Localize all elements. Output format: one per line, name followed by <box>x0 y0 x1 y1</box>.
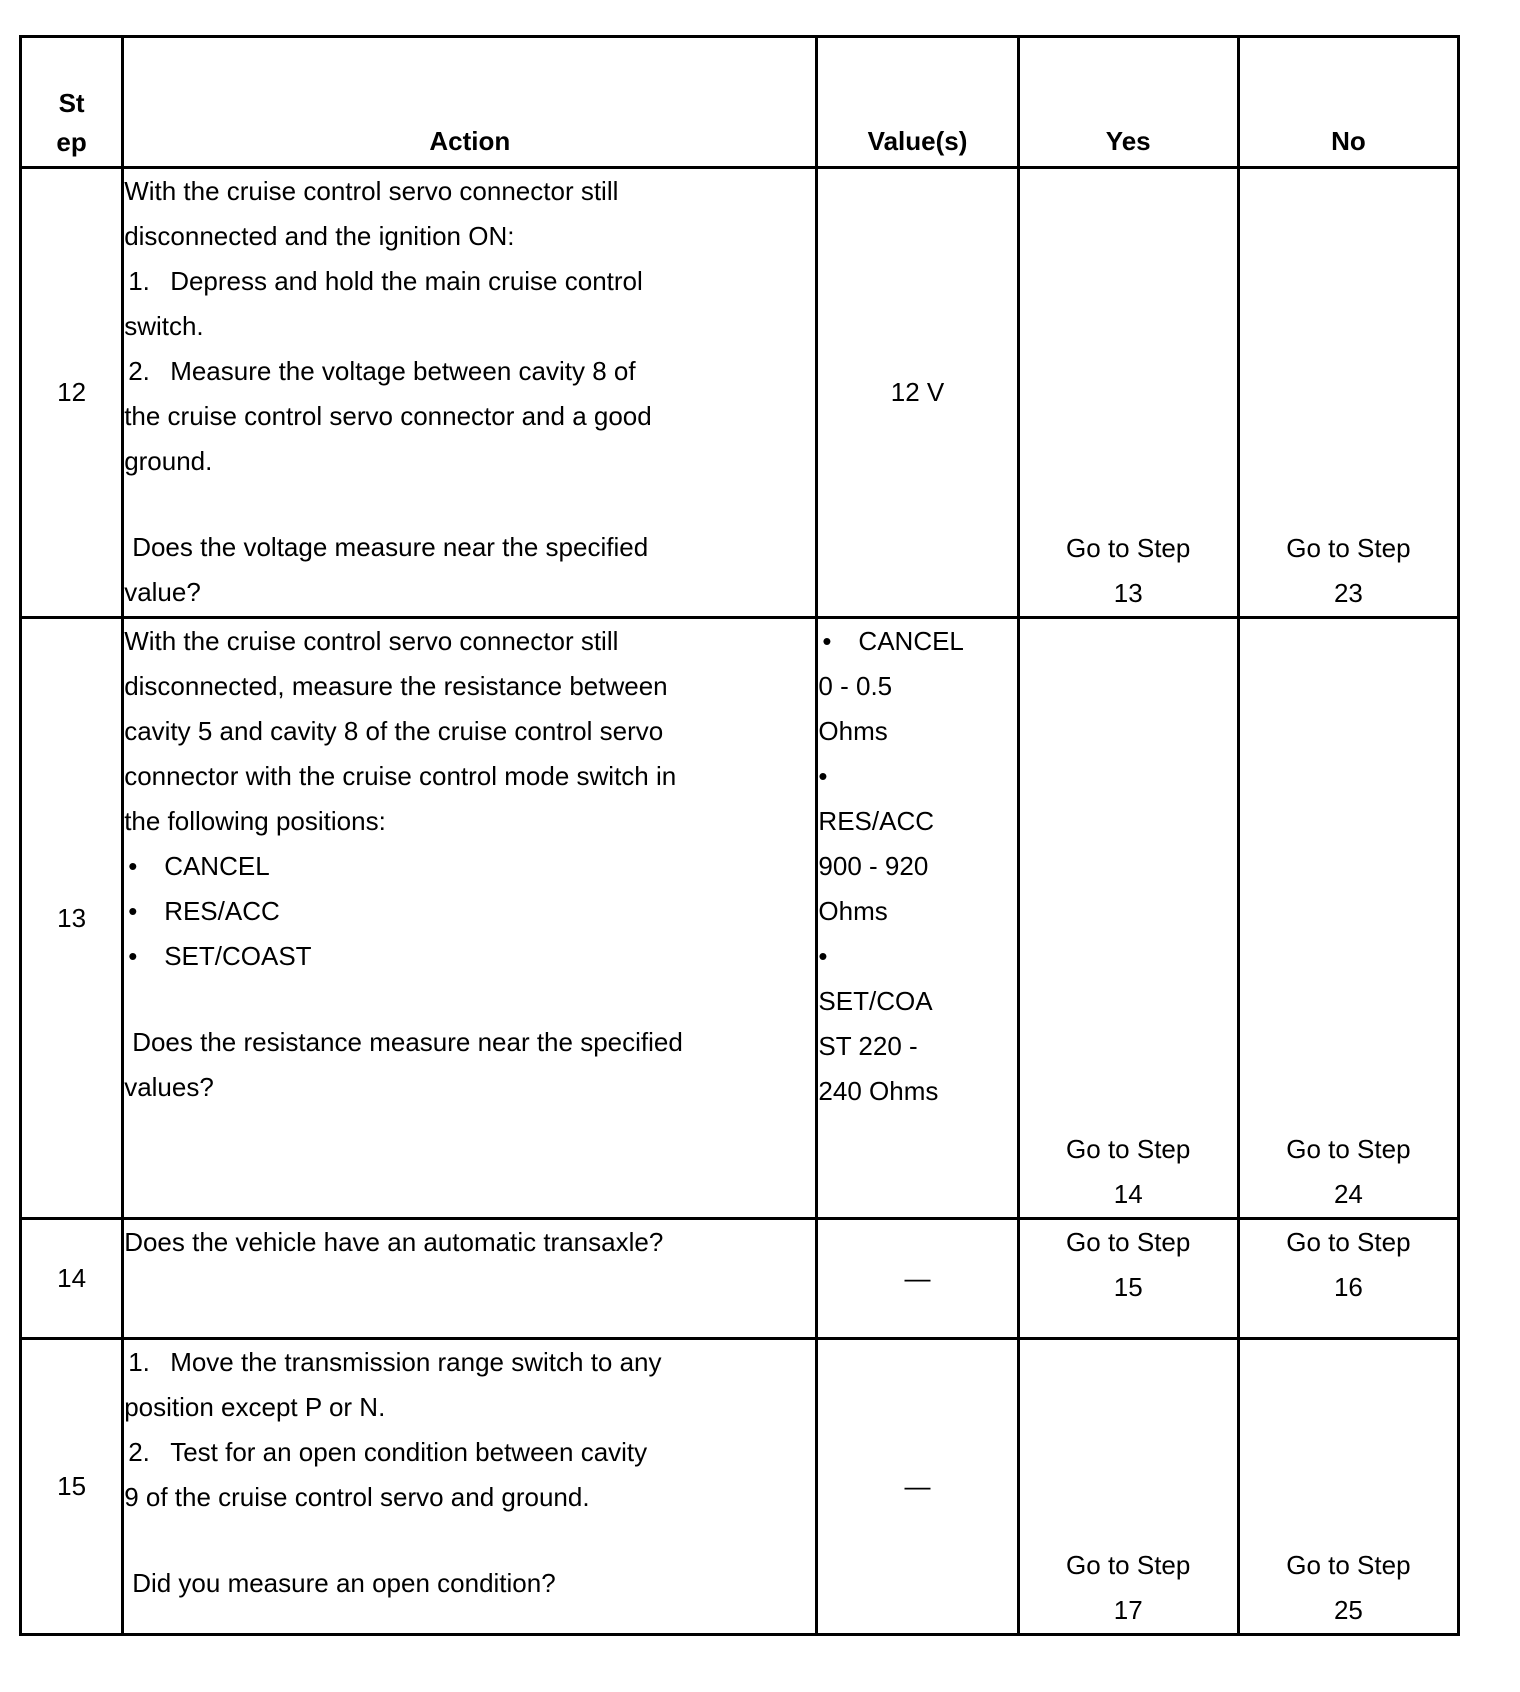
value-text: ST 220 - <box>818 1031 918 1061</box>
yes-cell <box>1018 1339 1238 1635</box>
action-step-item <box>124 1430 815 1475</box>
action-step-item <box>124 1340 815 1385</box>
step-number: 15 <box>21 1339 123 1635</box>
value-text: CANCEL <box>858 626 964 656</box>
action-text: With the cruise control servo connector still <box>124 176 619 206</box>
no-cell <box>1238 168 1458 618</box>
action-text: 9 of the cruise control servo and ground. <box>124 1482 590 1512</box>
yes-step-number: 17 <box>1113 1595 1143 1625</box>
value-cell: 12 V <box>817 168 1018 618</box>
action-question: Does the resistance measure near the specified <box>132 1027 683 1057</box>
no-cell <box>1238 1219 1458 1339</box>
action-text: the cruise control servo connector and a good <box>124 401 652 431</box>
bullet-icon: • <box>822 626 832 656</box>
action-cell <box>123 1219 817 1339</box>
action-text: switch. <box>124 311 204 341</box>
bullet-item <box>124 934 815 979</box>
value-text: 900 - 920 <box>818 851 929 881</box>
value-bullet-item <box>818 619 1016 664</box>
value-text: RES/ACC <box>818 806 934 836</box>
action-text: the following positions: <box>124 806 386 836</box>
step-number: 12 <box>21 168 123 618</box>
no-step-number: 16 <box>1333 1272 1363 1302</box>
bullet-text: CANCEL <box>164 851 270 881</box>
yes-result: Go to Step <box>1066 1134 1191 1164</box>
action-cell <box>123 618 817 1219</box>
value-cell <box>817 1339 1018 1635</box>
header-action: Action <box>123 37 817 168</box>
action-text: Move the transmission range switch to any <box>170 1347 662 1377</box>
no-cell <box>1238 618 1458 1219</box>
bullet-icon: • <box>818 941 828 971</box>
header-yes: Yes <box>1018 37 1238 168</box>
table-row <box>21 1339 1459 1635</box>
no-result: Go to Step <box>1286 1550 1411 1580</box>
no-result: Go to Step <box>1286 1227 1411 1257</box>
action-question: values? <box>124 1072 214 1102</box>
action-text: ground. <box>124 446 213 476</box>
no-result: Go to Step <box>1286 533 1411 563</box>
no-result: Go to Step <box>1286 1134 1411 1164</box>
action-step-item <box>124 259 815 304</box>
value-cell <box>817 618 1018 1219</box>
yes-cell <box>1018 1219 1238 1339</box>
yes-result: Go to Step <box>1066 1227 1191 1257</box>
bullet-text: RES/ACC <box>164 896 280 926</box>
item-number: 1. <box>128 1347 150 1377</box>
action-text: connector with the cruise control mode switch in <box>124 761 677 791</box>
no-step-number: 24 <box>1333 1179 1363 1209</box>
action-question: Did you measure an open condition? <box>132 1568 556 1598</box>
action-text: Test for an open condition between cavity <box>170 1437 648 1467</box>
value-text: Ohms <box>818 716 888 746</box>
header-step-line-1: St <box>58 88 85 118</box>
item-number: 2. <box>128 1437 150 1467</box>
action-text: Measure the voltage between cavity 8 of <box>170 356 636 386</box>
step-number: 14 <box>21 1219 123 1339</box>
step-number: 13 <box>21 618 123 1219</box>
header-step <box>21 37 123 168</box>
action-cell <box>123 168 817 618</box>
value-text: SET/COA <box>818 986 933 1016</box>
no-step-number: 23 <box>1333 578 1363 608</box>
bullet-icon: • <box>128 941 138 971</box>
action-text: With the cruise control servo connector still <box>124 626 619 656</box>
action-step-item <box>124 349 815 394</box>
dash-value: — <box>904 1471 931 1501</box>
bullet-icon: • <box>818 761 828 791</box>
spacer <box>124 979 815 1020</box>
action-question: value? <box>124 577 201 607</box>
bullet-icon: • <box>128 896 138 926</box>
value-text: 0 - 0.5 <box>818 671 893 701</box>
header-row <box>21 37 1459 168</box>
yes-step-number: 15 <box>1113 1272 1143 1302</box>
diagnostic-table <box>19 35 1460 1636</box>
bullet-item <box>124 889 815 934</box>
no-step-number: 25 <box>1333 1595 1363 1625</box>
action-text: Depress and hold the main cruise control <box>170 266 643 296</box>
table-row <box>21 618 1459 1219</box>
bullet-text: SET/COAST <box>164 941 312 971</box>
yes-step-number: 13 <box>1113 578 1143 608</box>
action-question: Does the vehicle have an automatic transaxle? <box>124 1227 664 1257</box>
bullet-item <box>124 844 815 889</box>
action-text: position except P or N. <box>124 1392 386 1422</box>
action-text: cavity 5 and cavity 8 of the cruise control servo <box>124 716 664 746</box>
yes-cell <box>1018 618 1238 1219</box>
action-text: disconnected and the ignition ON: <box>124 221 515 251</box>
yes-result: Go to Step <box>1066 1550 1191 1580</box>
action-text: disconnected, measure the resistance between <box>124 671 668 701</box>
yes-step-number: 14 <box>1113 1179 1143 1209</box>
dash-value: — <box>904 1263 931 1293</box>
action-question: Does the voltage measure near the specified <box>132 532 649 562</box>
header-step-line-2: ep <box>56 127 87 157</box>
value-text: Ohms <box>818 896 888 926</box>
item-number: 2. <box>128 356 150 386</box>
table-row <box>21 168 1459 618</box>
value-text: 240 Ohms <box>818 1076 939 1106</box>
no-cell <box>1238 1339 1458 1635</box>
header-values: Value(s) <box>817 37 1018 168</box>
header-no: No <box>1238 37 1458 168</box>
action-cell <box>123 1339 817 1635</box>
value-cell <box>817 1219 1018 1339</box>
item-number: 1. <box>128 266 150 296</box>
bullet-icon: • <box>128 851 138 881</box>
spacer <box>124 484 815 525</box>
spacer <box>124 1520 815 1561</box>
yes-result: Go to Step <box>1066 533 1191 563</box>
table-row <box>21 1219 1459 1339</box>
yes-cell <box>1018 168 1238 618</box>
